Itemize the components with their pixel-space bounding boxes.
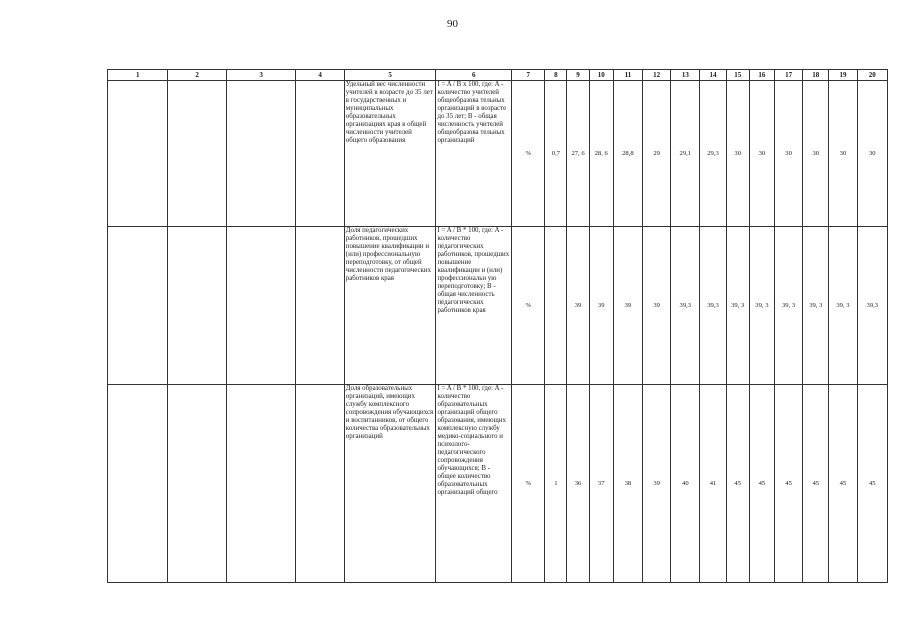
value-cell: 29: [643, 81, 671, 227]
column-header: 9: [567, 70, 589, 81]
table-row: [108, 81, 888, 227]
indicator-formula: I = A / B * 100, где: A - количество педагогических работников, прошедших повышение квалификации и (или) профессиональн ую переподготовку; B - общая численность педагогических работников края: [436, 227, 512, 385]
column-header: 3: [226, 70, 296, 81]
value-cell: 45: [857, 385, 887, 583]
value-cell: 27, 6: [567, 81, 589, 227]
column-header: 11: [613, 70, 642, 81]
value-cell: 30: [857, 81, 887, 227]
value-cell: 45: [829, 385, 857, 583]
value-cell: 39,3: [700, 227, 726, 385]
value-cell: 28,8: [613, 81, 642, 227]
value-cell: 39, 3: [749, 227, 774, 385]
value-cell: 36: [567, 385, 589, 583]
column-header: 6: [436, 70, 512, 81]
value-cell: 30: [803, 81, 829, 227]
cell-col3: [226, 227, 296, 385]
column-header: 14: [700, 70, 726, 81]
value-cell: 45: [803, 385, 829, 583]
indicator-formula: I = A / B x 100, где: A - количество учителей общеобразова тельных организаций в возрасте до 35 лет; B - общая численность учителей общеобразова тельных организаций: [436, 81, 512, 227]
column-header: 10: [589, 70, 613, 81]
table-row: [108, 227, 888, 385]
column-header: 13: [671, 70, 700, 81]
column-header: 15: [726, 70, 749, 81]
value-cell: 39, 3: [774, 227, 802, 385]
column-header: 18: [803, 70, 829, 81]
value-cell: 39, 3: [803, 227, 829, 385]
indicators-table: [107, 69, 888, 583]
column-header: 19: [829, 70, 857, 81]
value-cell: 30: [749, 81, 774, 227]
cell-col2: [168, 81, 226, 227]
page-number: 90: [447, 18, 458, 30]
column-header: 16: [749, 70, 774, 81]
value-cell: 29,1: [671, 81, 700, 227]
unit-cell: %: [512, 81, 545, 227]
value-cell: 0,7: [545, 81, 567, 227]
column-header: 5: [344, 70, 436, 81]
indicator-formula: I = A / B * 100, где: A - количество образовательных организаций общего образования, имеющих комплексную службу медико-социального и психолого-педагогического сопровождения обучающихся; B - общее количество образовательных организаций общего: [436, 385, 512, 583]
table-row: [108, 385, 888, 583]
value-cell: 45: [726, 385, 749, 583]
column-header: 20: [857, 70, 887, 81]
cell-col2: [168, 227, 226, 385]
cell-col2: [168, 385, 226, 583]
value-cell: 37: [589, 385, 613, 583]
cell-col3: [226, 81, 296, 227]
cell-col4: [296, 227, 344, 385]
header-row: [108, 70, 888, 81]
column-header: 4: [296, 70, 344, 81]
column-header: 12: [643, 70, 671, 81]
unit-cell: %: [512, 227, 545, 385]
indicator-name: Доля педагогических работников, прошедших повышение квалификации и (или) профессиональную переподготовку, от общей численности педагогических работников края: [344, 227, 436, 385]
value-cell: 30: [774, 81, 802, 227]
indicator-name: Доля образовательных организаций, имеющих службу комплексного сопровождения обучающихся и воспитанников, от общего количества образовательных организаций: [344, 385, 436, 583]
value-cell: 38: [613, 385, 642, 583]
value-cell: 45: [774, 385, 802, 583]
value-cell: 29,3: [700, 81, 726, 227]
cell-col4: [296, 81, 344, 227]
value-cell: 39: [589, 227, 613, 385]
value-cell: 39, 3: [829, 227, 857, 385]
value-cell: 28, 6: [589, 81, 613, 227]
value-cell: 30: [829, 81, 857, 227]
cell-col4: [296, 385, 344, 583]
unit-cell: %: [512, 385, 545, 583]
value-cell: 39, 3: [726, 227, 749, 385]
value-cell: 1: [545, 385, 567, 583]
cell-col1: [108, 227, 168, 385]
value-cell: 39: [643, 227, 671, 385]
value-cell: 39: [643, 385, 671, 583]
column-header: 17: [774, 70, 802, 81]
value-cell: 39: [567, 227, 589, 385]
column-header: 7: [512, 70, 545, 81]
value-cell: [545, 227, 567, 385]
cell-col3: [226, 385, 296, 583]
value-cell: 40: [671, 385, 700, 583]
indicator-name: Удельный вес численности учителей в возрасте до 35 лет в государственных и муниципальных образовательных организациях края в общей численности учителей общего образования: [344, 81, 436, 227]
column-header: 2: [168, 70, 226, 81]
value-cell: 41: [700, 385, 726, 583]
value-cell: 45: [749, 385, 774, 583]
column-header: 8: [545, 70, 567, 81]
cell-col1: [108, 81, 168, 227]
cell-col1: [108, 385, 168, 583]
column-header: 1: [108, 70, 168, 81]
value-cell: 39: [613, 227, 642, 385]
value-cell: 30: [726, 81, 749, 227]
value-cell: 39,3: [857, 227, 887, 385]
value-cell: 39,3: [671, 227, 700, 385]
